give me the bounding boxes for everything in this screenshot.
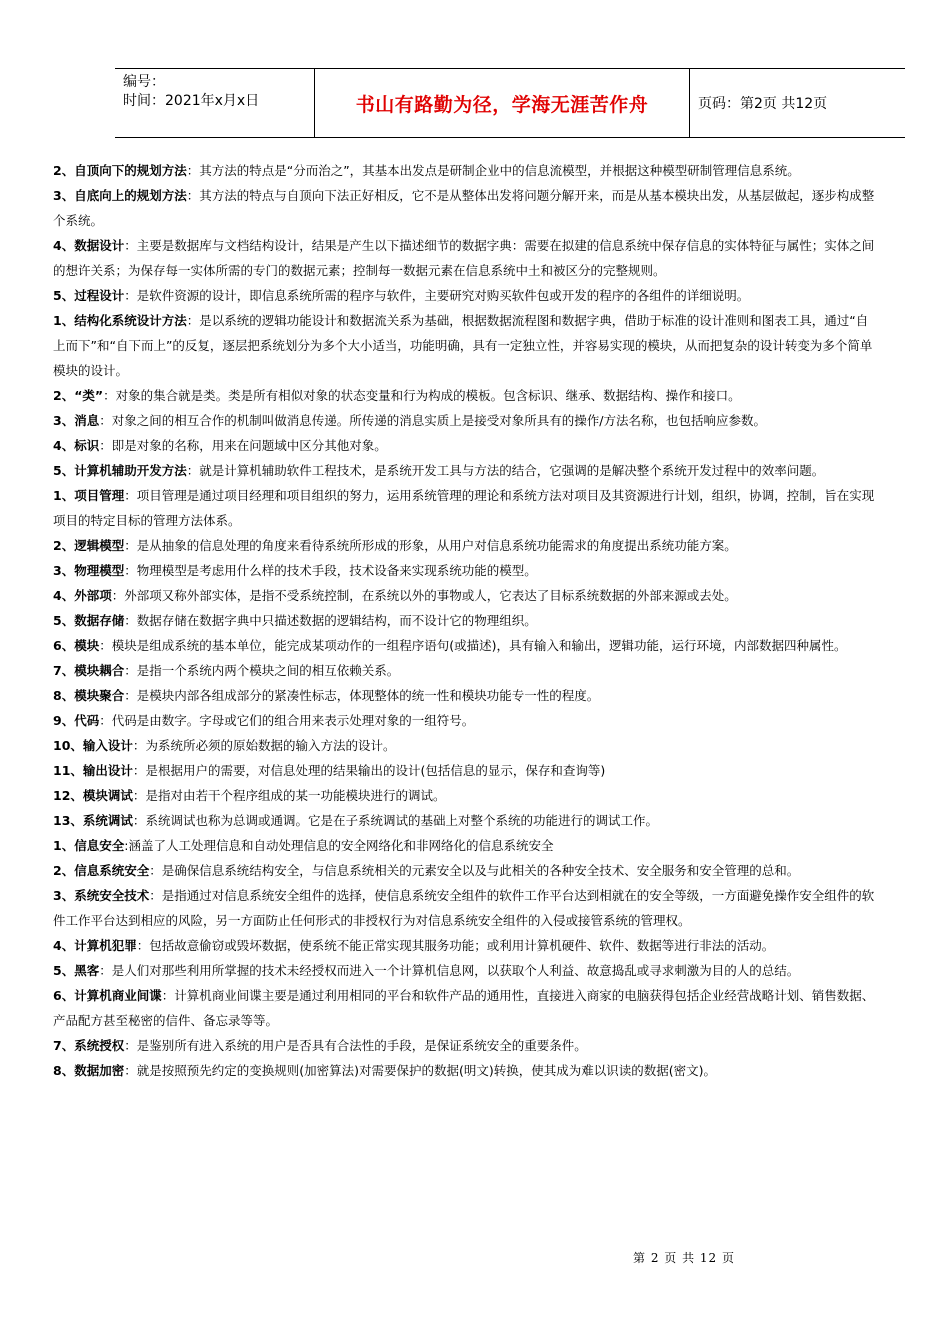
code-label: 编号： — [123, 74, 165, 90]
term-separator: ： — [99, 713, 112, 728]
term-separator: ： — [136, 938, 150, 953]
definition-text: 是以系统的逻辑功能设计和数据流关系为基础，根据数据流程图和数据字典，借助于标准的设计准则和图表工具，通过“自上而下”和“自下而上”的反复，逐层把系统划分为多个大小适当，功能明确，具有一定独立性，并容易实现的模块，从而把复杂的设计转变为多个简单模块的设计。 — [53, 313, 873, 378]
definition-paragraph — [53, 683, 878, 708]
definition-paragraph — [53, 958, 878, 983]
term-label: 计算机辅助开发方法 — [74, 463, 187, 478]
item-number: 9、 — [53, 713, 75, 728]
term-label: 模块 — [74, 638, 100, 653]
definition-text: 即是对象的名称，用来在问题域中区分其他对象。 — [111, 438, 387, 453]
term-separator: ： — [103, 388, 116, 403]
term-separator: ： — [124, 613, 137, 628]
term-separator: ： — [186, 313, 200, 328]
item-number: 2、 — [53, 538, 75, 553]
definition-text: 就是计算机辅助软件工程技术，是系统开发工具与方法的结合，它强调的是解决整个系统开发过程中的效率问题。 — [199, 463, 825, 478]
page-number-label: 页码：第2页 共12页 — [698, 96, 828, 112]
definition-text: 物理模型是考虑用什么样的技术手段，技术设备来实现系统功能的模型。 — [136, 563, 537, 578]
term-label: 系统安全技术 — [74, 888, 150, 903]
definition-text: 是鉴别所有进入系统的用户是否具有合法性的手段，是保证系统安全的重要条件。 — [136, 1038, 587, 1053]
item-number: 7、 — [53, 1038, 75, 1053]
definition-text: 计算机商业间谍主要是通过利用相同的平台和软件产品的通用性，直接进入商家的电脑获得包括企业经营战略计划、销售数据、产品配方甚至秘密的信件、备忘录等等。 — [53, 988, 875, 1028]
definition-text: 涵盖了人工处理信息和自动处理信息的安全网络化和非网络化的信息系统安全 — [128, 838, 554, 853]
term-label: 信息安全 — [74, 838, 125, 853]
definition-text: 系统调试也称为总调或通调。它是在子系统调试的基础上对整个系统的功能进行的调试工作。 — [145, 813, 658, 828]
time-label: 时间：2021年x月x日 — [123, 93, 260, 109]
definition-text: 模块是组成系统的基本单位，能完成某项动作的一组程序语句(或描述)，具有输入和输出，逻辑功能，运行环境，内部数据四种属性。 — [111, 638, 847, 653]
definition-text: 是确保信息系统结构安全，与信息系统相关的元素安全以及与此相关的各种安全技术、安全服务和安全管理的总和。 — [161, 863, 800, 878]
definition-text: 其方法的特点与自顶向下法正好相反，它不是从整体出发将问题分解开来，而是从基本模块出发，从基层做起，逐步构成整个系统。 — [53, 188, 875, 228]
term-label: 消息 — [74, 413, 100, 428]
item-number: 6、 — [53, 988, 75, 1003]
definition-text: 是指通过对信息系统安全组件的选择，使信息系统安全组件的软件工作平台达到相就在的安全等级，一方面避免操作安全组件的软件工作平台达到相应的风险，另一方面防止任何形式的非授权行为对信息系统安全组件的入侵或接管系统的管理权。 — [53, 888, 875, 928]
item-number: 4、 — [53, 238, 75, 253]
definition-paragraph — [53, 183, 878, 233]
definition-paragraph — [53, 883, 878, 933]
term-separator: ： — [124, 688, 137, 703]
term-separator: ： — [124, 663, 137, 678]
term-separator: ： — [132, 813, 146, 828]
definition-paragraph — [53, 658, 878, 683]
definition-paragraph — [53, 633, 878, 658]
term-label: 代码 — [74, 713, 100, 728]
term-label: 输出设计 — [82, 763, 133, 778]
definition-paragraph — [53, 458, 878, 483]
definition-paragraph — [53, 283, 878, 308]
term-separator: ： — [99, 413, 112, 428]
term-separator: ： — [186, 188, 200, 203]
page-footer-text: 第 2 页 共 12 页 — [633, 1251, 735, 1265]
term-separator: ： — [124, 538, 137, 553]
definition-text: 是指一个系统内两个模块之间的相互依赖关系。 — [136, 663, 400, 678]
term-separator: ： — [186, 163, 200, 178]
definition-text: 为系统所必须的原始数据的输入方法的设计。 — [145, 738, 396, 753]
term-separator: ： — [99, 638, 112, 653]
item-number: 6、 — [53, 638, 75, 653]
item-number: 5、 — [53, 463, 75, 478]
term-separator: ： — [99, 963, 112, 978]
term-label: 模块聚合 — [74, 688, 125, 703]
definition-text: 主要是数据库与文档结构设计，结果是产生以下描述细节的数据字典：需要在拟建的信息系统中保存信息的实体特征与属性；实体之间的想许关系；为保存每一实体所需的专门的数据元素；控制每一数据元素在信息系统中土和被区分的完整规则。 — [53, 238, 875, 278]
term-separator: ： — [161, 988, 175, 1003]
term-separator: ： — [124, 488, 137, 503]
definition-paragraph — [53, 808, 878, 833]
term-label: 黑客 — [74, 963, 100, 978]
definition-paragraph — [53, 933, 878, 958]
item-number: 4、 — [53, 588, 75, 603]
term-separator: ： — [149, 888, 162, 903]
definition-text: 项目管理是通过项目经理和项目组织的努力，运用系统管理的理论和系统方法对项目及其资源进行计划，组织，协调，控制，旨在实现项目的特定目标的管理方法体系。 — [53, 488, 875, 528]
definition-paragraph — [53, 858, 878, 883]
definition-paragraph — [53, 583, 878, 608]
term-separator: ： — [124, 288, 137, 303]
definition-paragraph — [53, 383, 878, 408]
item-number: 13、 — [53, 813, 83, 828]
item-number: 5、 — [53, 613, 75, 628]
term-separator: ： — [132, 738, 146, 753]
item-number: 8、 — [53, 1063, 75, 1078]
definition-text: 是人们对那些利用所掌握的技术未经授权而进入一个计算机信息网，以获取个人利益、故意捣乱或寻求刺激为目的人的总结。 — [111, 963, 800, 978]
term-label: 模块调试 — [82, 788, 133, 803]
term-separator: ： — [124, 563, 137, 578]
item-number: 2、 — [53, 863, 75, 878]
term-label: 外部项 — [74, 588, 112, 603]
term-separator: ： — [132, 788, 146, 803]
term-label: 自顶向下的规划方法 — [74, 163, 187, 178]
term-label: 系统调试 — [82, 813, 133, 828]
item-number: 10、 — [53, 738, 83, 753]
definition-text: 是软件资源的设计，即信息系统所需的程序与软件，主要研究对购买软件包或开发的程序的各组件的详细说明。 — [136, 288, 750, 303]
definition-paragraph — [53, 1058, 878, 1083]
definition-text: 是从抽象的信息处理的角度来看待系统所形成的形象，从用户对信息系统功能需求的角度提出系统功能方案。 — [136, 538, 737, 553]
header-page-cell — [690, 69, 905, 137]
term-separator: ： — [149, 863, 162, 878]
term-label: 数据加密 — [74, 1063, 125, 1078]
definition-text: 数据存储在数据字典中只描述数据的逻辑结构，而不设计它的物理组织。 — [136, 613, 537, 628]
definition-text: 对象的集合就是类。类是所有相似对象的状态变量和行为构成的模板。包含标识、继承、数据结构、操作和接口。 — [115, 388, 741, 403]
term-label: 过程设计 — [74, 288, 125, 303]
term-separator: ： — [99, 438, 112, 453]
term-label: 结构化系统设计方法 — [74, 313, 187, 328]
term-label: “类” — [74, 388, 104, 403]
header-motto-cell — [315, 69, 690, 137]
item-number: 3、 — [53, 413, 75, 428]
item-number: 1、 — [53, 838, 75, 853]
definition-paragraph — [53, 758, 878, 783]
definition-text: 是根据用户的需要，对信息处理的结果输出的设计(包括信息的显示，保存和查询等) — [145, 763, 606, 778]
definition-paragraph — [53, 308, 878, 383]
term-separator: ： — [111, 588, 125, 603]
term-label: 信息系统安全 — [74, 863, 150, 878]
definition-paragraph — [53, 158, 878, 183]
item-number: 8、 — [53, 688, 75, 703]
page-header — [115, 68, 905, 138]
definition-text: 其方法的特点是“分而治之”，其基本出发点是研制企业中的信息流模型，并根据这种模型研制管理信息系统。 — [199, 163, 800, 178]
item-number: 5、 — [53, 963, 75, 978]
motto-text: 书山有路勤为径，学海无涯苦作舟 — [355, 93, 649, 116]
document-body — [53, 158, 878, 1083]
term-separator: ： — [124, 1063, 137, 1078]
definition-paragraph — [53, 733, 878, 758]
item-number: 2、 — [53, 388, 75, 403]
item-number: 4、 — [53, 438, 75, 453]
item-number: 3、 — [53, 563, 75, 578]
page-footer — [633, 1249, 735, 1266]
definition-text: 是指对由若干个程序组成的某一功能模块进行的调试。 — [145, 788, 446, 803]
item-number: 3、 — [53, 188, 75, 203]
definition-paragraph — [53, 233, 878, 283]
term-label: 输入设计 — [82, 738, 133, 753]
definition-paragraph — [53, 783, 878, 808]
definition-paragraph — [53, 533, 878, 558]
definition-paragraph — [53, 708, 878, 733]
term-label: 自底向上的规划方法 — [74, 188, 187, 203]
term-label: 系统授权 — [74, 1038, 125, 1053]
definition-paragraph — [53, 483, 878, 533]
term-label: 计算机犯罪 — [74, 938, 137, 953]
term-label: 计算机商业间谍 — [74, 988, 162, 1003]
item-number: 1、 — [53, 313, 75, 328]
header-info-cell — [115, 69, 315, 137]
item-number: 2、 — [53, 163, 75, 178]
term-separator: ： — [124, 238, 137, 253]
item-number: 7、 — [53, 663, 75, 678]
definition-paragraph — [53, 1033, 878, 1058]
item-number: 4、 — [53, 938, 75, 953]
definition-paragraph — [53, 608, 878, 633]
term-separator: ： — [186, 463, 200, 478]
definition-text: 代码是由数字。字母或它们的组合用来表示处理对象的一组符号。 — [111, 713, 475, 728]
term-label: 标识 — [74, 438, 100, 453]
definition-text: 包括故意偷窃或毁坏数据，使系统不能正常实现其服务功能；或利用计算机硬件、软件、数据等进行非法的活动。 — [149, 938, 775, 953]
item-number: 3、 — [53, 888, 75, 903]
definition-text: 是模块内部各组成部分的紧凑性标志，体现整体的统一性和模块功能专一性的程度。 — [136, 688, 600, 703]
definition-paragraph — [53, 433, 878, 458]
item-number: 1、 — [53, 488, 75, 503]
term-label: 物理模型 — [74, 563, 125, 578]
definition-text: 就是按照预先约定的变换规则(加密算法)对需要保护的数据(明文)转换，使其成为难以识读的数据(密文)。 — [136, 1063, 716, 1078]
definition-text: 对象之间的相互合作的机制叫做消息传递。所传递的消息实质上是接受对象所具有的操作/方法名称，也包括响应参数。 — [111, 413, 766, 428]
term-separator: ： — [124, 1038, 137, 1053]
definition-paragraph — [53, 408, 878, 433]
term-separator: ： — [132, 763, 146, 778]
term-separator: : — [124, 838, 129, 853]
definition-paragraph — [53, 833, 878, 858]
term-label: 逻辑模型 — [74, 538, 125, 553]
item-number: 12、 — [53, 788, 83, 803]
item-number: 5、 — [53, 288, 75, 303]
term-label: 项目管理 — [74, 488, 125, 503]
term-label: 模块耦合 — [74, 663, 125, 678]
term-label: 数据存储 — [74, 613, 125, 628]
definition-text: 外部项又称外部实体，是指不受系统控制，在系统以外的事物或人，它表达了目标系统数据的外部来源或去处。 — [124, 588, 737, 603]
term-label: 数据设计 — [74, 238, 125, 253]
definition-paragraph — [53, 558, 878, 583]
item-number: 11、 — [53, 763, 83, 778]
definition-paragraph — [53, 983, 878, 1033]
